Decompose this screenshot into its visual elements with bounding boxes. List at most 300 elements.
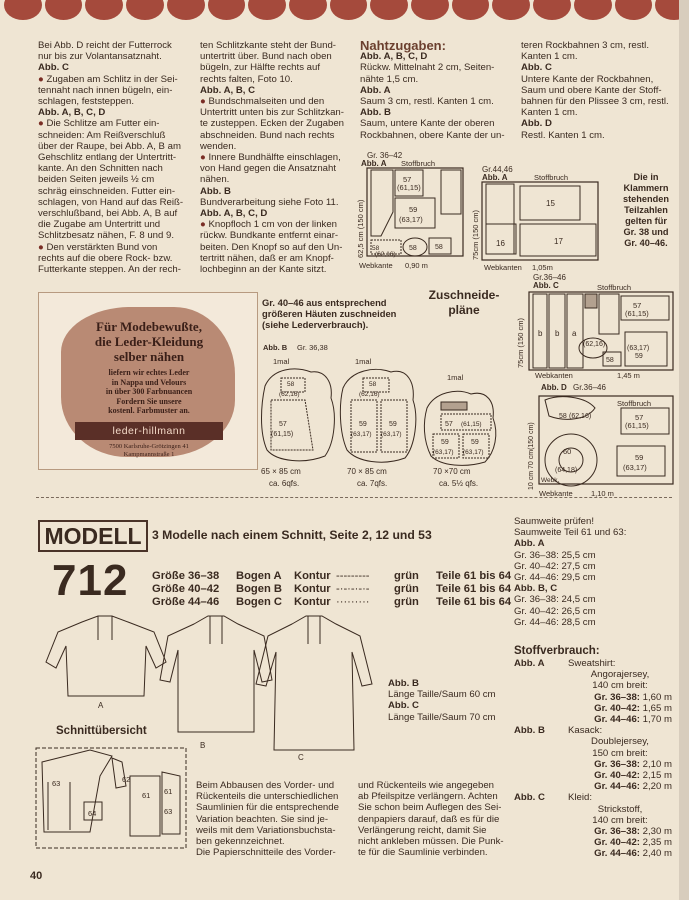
text-line: nähen. <box>200 174 230 186</box>
subheading: Abb. A, B, C, D <box>200 208 268 220</box>
svg-text:(61,15): (61,15) <box>461 421 482 428</box>
sweatshirt-a <box>46 616 166 710</box>
ad-title <box>69 319 229 364</box>
stoffverbrauch-group <box>514 792 676 859</box>
size-line: --------- <box>336 570 370 582</box>
stoff-size: Gr. 44–46: <box>594 714 643 726</box>
text-line: bügeln, zur Hälfte rechts auf <box>200 62 320 74</box>
svg-text:(63,17): (63,17) <box>627 345 650 352</box>
text-line: rückw. Bundkante entfernt einar- <box>200 230 339 242</box>
cutting-plan-abb-c <box>505 272 675 382</box>
text-line: Saumweite Teil 61 und 63: <box>514 527 627 539</box>
decorative-dot <box>208 0 246 20</box>
text-line: untertritt über. Bund nach oben <box>200 51 332 63</box>
text-line: Rückenteils die unterschiedlichen <box>196 791 339 803</box>
subheading: Abb. C <box>38 62 69 74</box>
plan-a2-part-15: 15 <box>546 199 555 208</box>
text-line: Rückw. Mittelnaht 2 cm, Seiten- <box>360 62 495 74</box>
hide1-size: Gr. 36,38 <box>297 343 328 352</box>
stoffverbrauch-heading: Stoffverbrauch: <box>514 645 600 657</box>
saumweite-section <box>514 516 674 628</box>
stoff-size-row <box>568 692 672 703</box>
size-teile: Teile 61 bis 64 <box>436 583 512 595</box>
bullet-text: Zugaben am Schlitz in der Sei- <box>46 73 178 85</box>
ad-body-line: in über 300 Farbnuancen <box>105 387 193 396</box>
stoffverbrauch-section <box>514 644 676 860</box>
stoffverbrauch-group <box>514 658 676 725</box>
plan-a2-width: 1,05m <box>532 263 553 272</box>
stoffverbrauch-group <box>514 725 676 792</box>
size-kontur: Kontur <box>294 570 331 582</box>
text-line: Verlängerung reicht, damit Sie <box>358 824 487 836</box>
text-line: ab Pfeilspitze verlängern. Achten <box>358 791 498 803</box>
zuschneide-line: Zuschneide- <box>428 288 500 302</box>
subheading: Abb. B <box>388 678 419 689</box>
plan-a-part-58b: 58 <box>409 245 417 252</box>
text-line: Länge Taille/Saum 60 cm <box>388 689 496 701</box>
klammern-line: Teilzahlen <box>624 205 668 215</box>
decorative-dot <box>452 0 490 20</box>
svg-text:(63,17): (63,17) <box>433 449 454 456</box>
text-line: Rockbahnen, obere Kante der un- <box>360 129 505 141</box>
stoff-abb-label: Abb. B <box>514 725 545 737</box>
plan-a-webkante: Webkante <box>359 261 393 270</box>
zuschneide-heading <box>424 288 504 318</box>
svg-text:(63,17): (63,17) <box>463 449 484 456</box>
figure-label-b: B <box>200 741 206 750</box>
text-line: Variation beachten. Sie sind je- <box>196 813 329 825</box>
text-line: über der Raupe, bei Abb. A, B am <box>38 140 181 152</box>
plan-c-webkanten: Webkanten <box>535 371 573 380</box>
svg-text:59: 59 <box>389 421 397 428</box>
stoff-desc: 140 cm breit: <box>592 814 648 826</box>
stoff-amount: 1,70 m <box>642 714 672 726</box>
leder-hillmann-advertisement <box>38 292 258 470</box>
size-color: grün <box>394 570 419 582</box>
subheading: Abb. A, B, C <box>200 84 256 96</box>
text-line: Bundverarbeitung siehe Foto 11. <box>200 196 339 208</box>
klammern-line: Die in <box>633 172 659 182</box>
nahtzugaben-heading: Nahtzugaben: <box>360 38 446 53</box>
svg-text:a: a <box>572 329 577 338</box>
ad-body-line: liefern wir echtes Leder <box>108 368 190 377</box>
klammern-line: stehenden <box>623 194 669 204</box>
hide2-qty: ca. 7qfs. <box>357 479 388 488</box>
decorative-dot <box>126 0 164 20</box>
text-line: Gr. 36–38: 25,5 cm <box>514 549 596 561</box>
hide1-label: Abb. B <box>263 343 288 352</box>
leather-note-line: (siehe Lederverbrauch). <box>262 319 369 331</box>
text-line: Saumweite prüfen! <box>514 516 594 527</box>
plan-a2-label: Abb. A <box>482 173 508 182</box>
subheading: Abb. A <box>514 538 545 550</box>
decorative-dot <box>85 0 123 20</box>
decorative-dot <box>370 0 408 20</box>
subheading: Abb. B, C <box>514 583 558 595</box>
decorative-dot <box>330 0 368 20</box>
svg-text:b: b <box>538 329 543 338</box>
text-line: rechts falten, Foto 10. <box>200 73 293 85</box>
text-line: te für die Saumlinie verbinden. <box>358 847 488 859</box>
klammern-line: Klammern <box>623 183 669 193</box>
ad-body-line: Fordern Sie unsere <box>116 396 182 406</box>
text-line: rechts auf die obere Rock- bzw. <box>38 252 173 264</box>
hide3-count: 1mal <box>447 373 464 382</box>
plan-c-width: 1,45 m <box>617 371 640 380</box>
text-line: schlagen, von Hand auf das Reiß- <box>38 196 184 208</box>
size-line: -·-·-·-·- <box>336 583 370 595</box>
stoff-amount: 2,20 m <box>642 781 672 793</box>
svg-text:59: 59 <box>441 439 449 446</box>
svg-text:59: 59 <box>471 439 479 446</box>
size-table <box>152 570 536 609</box>
text-line: schräg einschneiden. Futter ein- <box>38 185 176 197</box>
verlaengern-text <box>358 780 514 858</box>
text-line: Untertritt unten bis zur Schlitzkan- <box>200 107 344 119</box>
plan-c-label: Abb. C <box>533 281 559 290</box>
schnittuebersicht-heading: Schnittübersicht <box>56 725 147 737</box>
plan-d-webkante: Webkante <box>539 489 573 498</box>
plan-c-stoffbruch: Stoffbruch <box>597 283 632 292</box>
svg-text:63: 63 <box>164 807 173 816</box>
plan-d-size: Gr.36–46 <box>573 383 606 392</box>
plan-a2-size: Gr.44,46 <box>482 165 513 174</box>
hide2-count: 1mal <box>355 357 372 366</box>
stoff-abb-label: Abb. A <box>514 658 545 669</box>
plan-a-label: Abb. A <box>361 159 387 168</box>
size-line: ········· <box>336 596 370 608</box>
bullet-text: Knopfloch 1 cm von der linken <box>208 219 337 231</box>
text-line: Futterkante steppen. An der rech- <box>38 264 181 276</box>
stoff-size: Gr. 44–46: <box>594 848 643 860</box>
stoff-amount: 2,40 m <box>642 848 672 860</box>
bullet-icon: ● <box>38 118 47 130</box>
size-kontur: Kontur <box>294 583 331 595</box>
stoff-desc: Doublejersey, <box>591 736 649 748</box>
subheading: Abb. D <box>521 118 552 130</box>
plan-d-height: 10 cm 70 cm(150 cm) <box>528 422 535 490</box>
stoff-desc: Kleid: <box>568 792 592 804</box>
klammern-line: gelten für <box>625 216 667 226</box>
decorative-dot <box>4 0 42 20</box>
size-row <box>152 596 536 609</box>
instructions-column-4 <box>521 40 671 141</box>
bullet-line <box>38 242 198 253</box>
text-line: und Rückenteils wie angegeben <box>358 780 495 791</box>
text-line: wenden. <box>200 140 237 152</box>
svg-text:(61,15): (61,15) <box>625 309 649 318</box>
size-bogen: Bogen B <box>236 583 282 595</box>
decorative-dot <box>615 0 653 20</box>
svg-text:57: 57 <box>633 301 642 310</box>
plan-c-size: Gr.36–46 <box>533 273 566 282</box>
stoff-size-row <box>568 826 672 837</box>
stoff-desc: 150 cm breit: <box>592 747 648 759</box>
stoff-amount: 2,15 m <box>642 770 672 782</box>
bullet-text: Bundschmalseiten und den <box>208 96 325 108</box>
stoff-amount: 2,10 m <box>642 758 672 770</box>
text-line: nur bis zur Volantansatznaht. <box>38 51 162 63</box>
size-teile: Teile 61 bis 64 <box>436 596 512 608</box>
hide1-qty: ca. 6qfs. <box>269 479 300 488</box>
decorative-dot <box>45 0 83 20</box>
klammern-note <box>617 172 675 249</box>
bullet-icon: ● <box>200 152 209 164</box>
svg-text:(61,15): (61,15) <box>271 431 294 438</box>
stoff-amount: 1,60 m <box>642 691 672 703</box>
text-line: Saum, untere Kante der oberen <box>360 118 495 130</box>
stoff-size: Gr. 36–38: <box>594 758 643 770</box>
svg-text:61: 61 <box>164 787 173 796</box>
decorative-dot <box>492 0 530 20</box>
garment-sketches <box>42 610 382 760</box>
text-line: Gehschlitz entlang der Untertritt- <box>38 152 177 164</box>
svg-text:59: 59 <box>635 453 644 462</box>
svg-text:63: 63 <box>52 779 61 788</box>
hide-3 <box>424 373 495 488</box>
stoff-size-row <box>568 781 672 792</box>
size-bogen: Bogen A <box>236 570 282 582</box>
bullet-text: Die Schlitze am Futter ein- <box>46 118 160 130</box>
bullet-line <box>200 96 358 107</box>
text-line: nähte 1,5 cm. <box>360 73 419 85</box>
ad-body <box>69 368 229 416</box>
svg-text:58: 58 <box>606 357 614 364</box>
plan-a-part-63: (63,17) <box>399 215 423 224</box>
svg-text:59: 59 <box>635 353 643 360</box>
text-line: von Hand gegen die Ansatznaht <box>200 163 337 175</box>
plan-c-height: 75cm (150 cm) <box>516 317 525 368</box>
text-line: die Zugabe am Untertritt und <box>38 219 161 231</box>
stoff-size-row <box>568 848 672 859</box>
top-dot-border <box>0 0 689 22</box>
size-teile: Teile 61 bis 64 <box>436 570 512 582</box>
hide3-dims: 70 ×70 cm <box>433 467 471 476</box>
text-line: Gr. 44–46: 28,5 cm <box>514 616 596 628</box>
stoff-size-row <box>568 837 672 848</box>
kleid-c <box>256 616 372 762</box>
bullet-icon: ● <box>38 73 47 85</box>
ad-title-line: Für Modebewußte, <box>96 319 202 334</box>
plan-d-width: 1,10 m <box>591 489 614 498</box>
stoff-size: Gr. 36–38: <box>594 826 643 838</box>
size-gr: Größe 36–38 <box>152 570 220 582</box>
plan-a-stoffbruch: Stoffbruch <box>401 159 436 168</box>
hide1-count: 1mal <box>273 357 290 366</box>
bullet-icon: ● <box>200 219 209 231</box>
text-line: teren Rockbahnen 3 cm, restl. <box>521 40 649 51</box>
ad-address-line: 7500 Karlsruhe-Grötzingen 41 <box>109 442 189 450</box>
text-line: ten Schlitzkante steht der Bund- <box>200 40 336 51</box>
text-line: schneiden: Am Reißverschluß <box>38 129 166 141</box>
svg-text:57: 57 <box>279 421 287 428</box>
text-line: verschlußband, bei Abb. A, B auf <box>38 208 178 220</box>
hide1-dims: 65 × 85 cm <box>261 467 301 476</box>
figure-label-a: A <box>98 701 104 710</box>
text-line: ben gekennzeichnet. <box>196 836 285 848</box>
size-row <box>152 583 536 596</box>
subheading: Abb. C <box>388 700 419 712</box>
hide2-dims: 70 × 85 cm <box>347 467 387 476</box>
stoff-abb-label: Abb. C <box>514 792 545 804</box>
figure-label-c: C <box>298 753 304 762</box>
stoff-size: Gr. 40–42: <box>594 702 643 714</box>
leather-hides-diagrams <box>255 342 505 492</box>
stoff-amount: 2,35 m <box>642 837 672 849</box>
ad-title-line: selber nähen <box>113 349 185 364</box>
bullet-line <box>38 74 198 85</box>
text-line: Gr. 44–46: 29,5 cm <box>514 572 596 584</box>
text-line: bahnen für den Plissee 3 cm, restl. <box>521 96 669 108</box>
text-line: tennaht nach innen bügeln, ein- <box>38 84 173 96</box>
svg-text:58: 58 <box>559 413 567 420</box>
svg-text:61: 61 <box>142 791 151 800</box>
svg-text:58: 58 <box>369 381 377 388</box>
svg-text:60: 60 <box>563 447 572 456</box>
text-line: beiden Seiten jeweils ½ cm <box>38 174 155 186</box>
size-kontur: Kontur <box>294 596 331 608</box>
bullet-line <box>38 118 198 129</box>
hide-2 <box>340 357 415 488</box>
text-line: Schlitzbesatz nähen, F. 8 und 9. <box>38 230 174 242</box>
svg-text:57: 57 <box>635 413 644 422</box>
stoff-size-row <box>568 703 672 714</box>
plan-a2-part-16: 16 <box>496 239 505 248</box>
bullet-text: Den verstärkten Bund von <box>46 241 158 253</box>
size-color: grün <box>394 596 419 608</box>
svg-text:57: 57 <box>445 421 453 428</box>
stoff-desc: 140 cm breit: <box>592 680 648 692</box>
svg-text:(62,16): (62,16) <box>359 391 380 398</box>
page-number: 40 <box>30 870 43 882</box>
plan-a-size: Gr. 36–42 <box>367 151 403 160</box>
svg-text:(64,18): (64,18) <box>555 467 578 474</box>
laengen-info <box>388 678 518 723</box>
stoff-desc: Kasack: <box>568 725 603 737</box>
nahtzugaben-section <box>360 40 516 141</box>
text-line: schlagen, feststeppen. <box>38 96 135 108</box>
text-line: Gr. 40–42: 26,5 cm <box>514 605 596 617</box>
plan-a-width: 0,90 m <box>405 261 428 270</box>
abbausen-text <box>196 780 356 858</box>
stoff-amount: 1,65 m <box>642 702 672 714</box>
svg-text:(61,15): (61,15) <box>625 421 649 430</box>
size-row <box>152 570 536 583</box>
size-gr: Größe 44–46 <box>152 596 220 608</box>
text-line: weils mit dem Variationsbuchsta- <box>196 824 336 836</box>
text-line: Beim Abbausen des Vorder- und <box>196 780 335 791</box>
decorative-dot <box>248 0 286 20</box>
bullet-text: Innere Bundhälfte einschlagen, <box>208 152 341 164</box>
hide3-qty: ca. 5½ qfs. <box>439 479 479 488</box>
svg-text:(63,17): (63,17) <box>351 431 372 438</box>
bullet-line <box>200 219 358 230</box>
plan-a-height: 62,5 cm (150 cm) <box>356 199 365 258</box>
text-line: Gr. 40–42: 27,5 cm <box>514 560 596 572</box>
svg-text:(62,16): (62,16) <box>583 341 606 348</box>
subheading: Abb. B <box>200 185 231 197</box>
stoff-size-row <box>568 714 672 725</box>
stoff-size: Gr. 40–42: <box>594 837 643 849</box>
modell-number: 712 <box>52 556 129 605</box>
instructions-column-1 <box>38 40 198 275</box>
zuschneide-line: pläne <box>448 303 480 317</box>
stoff-desc: Sweatshirt: <box>568 658 616 669</box>
decorative-dot <box>574 0 612 20</box>
ad-title-line: die Leder-Kleidung <box>94 334 204 349</box>
text-line: Länge Taille/Saum 70 cm <box>388 711 496 723</box>
text-line: denpapiers darauf, daß es für die <box>358 813 500 825</box>
cutting-plan-abb-a-44-46 <box>470 166 600 276</box>
text-line: Untere Kante der Rockbahnen, <box>521 73 654 85</box>
svg-text:(62,16): (62,16) <box>569 413 592 420</box>
ad-body-line: kostenl. Farbmuster an. <box>108 406 190 415</box>
section-separator <box>36 497 672 498</box>
leather-note <box>262 297 422 331</box>
klammern-line: Gr. 40–46. <box>624 238 668 248</box>
size-color: grün <box>394 583 419 595</box>
ad-body-line: in Nappa und Velours <box>111 377 187 387</box>
plan-d-label: Abb. D <box>541 383 567 392</box>
text-line: Saumlinien für die entsprechende <box>196 802 339 814</box>
bullet-icon: ● <box>200 96 209 108</box>
svg-text:64: 64 <box>88 809 97 818</box>
ad-address-line: Kampmannstraße 1 <box>123 450 175 458</box>
text-line: Saum 3 cm, restl. Kanten 1 cm. <box>360 96 494 108</box>
hide-1 <box>261 343 334 488</box>
stoff-size: Gr. 44–46: <box>594 781 643 793</box>
text-line: Kanten 1 cm. <box>521 107 578 119</box>
svg-text:(63,17): (63,17) <box>381 431 402 438</box>
subheading: Abb. A, B, C, D <box>38 107 106 119</box>
svg-text:59: 59 <box>359 421 367 428</box>
stoff-size: Gr. 40–42: <box>594 770 643 782</box>
text-line: te zusteppen. Ecken der Zugaben <box>200 118 345 130</box>
stoff-desc: Strickstoff, <box>597 803 643 815</box>
plan-a-part-57: 57 <box>403 175 412 184</box>
plan-a-part-59: 59 <box>409 205 418 214</box>
text-line: kante. An den Schnitten nach <box>38 163 163 175</box>
instructions-column-2 <box>200 40 358 275</box>
ad-logo: leder-hillmann <box>75 422 223 440</box>
klammern-line: Gr. 38 und <box>623 227 669 237</box>
text-line: Kanten 1 cm. <box>521 51 578 63</box>
pattern-overview <box>30 742 190 852</box>
svg-text:(63,17): (63,17) <box>623 463 647 472</box>
text-line: Bei Abb. D reicht der Futterrock <box>38 40 172 51</box>
plan-a-part-62: (62,16) <box>375 251 396 258</box>
kasack-b <box>160 616 272 750</box>
plan-a-part-61: (61,15) <box>397 183 421 192</box>
subheading: Abb. B <box>360 107 391 119</box>
bullet-line <box>200 152 358 163</box>
decorative-dot <box>289 0 327 20</box>
subheading: Abb. A, B, C, D <box>360 51 428 63</box>
subheading: Abb. A <box>360 84 391 96</box>
text-line: Die Papierschnitteile des Vorder- <box>196 847 336 859</box>
text-line: beiten. Den Knopf so auf den Un- <box>200 241 343 253</box>
bullet-icon: ● <box>38 241 47 253</box>
stoff-amount: 2,30 m <box>642 826 672 838</box>
decorative-dot <box>167 0 205 20</box>
plan-a2-part-17: 17 <box>554 237 563 246</box>
size-gr: Größe 40–42 <box>152 583 220 595</box>
subheading: Abb. C <box>521 62 552 74</box>
text-line: Gr. 36–38: 24,5 cm <box>514 594 596 606</box>
text-line: tertritt nähen, daß er am Knopf- <box>200 252 334 264</box>
leather-note-line: größeren Häuten zuschneiden <box>262 308 397 320</box>
text-line: Sie schon beim Auflegen des Sei- <box>358 802 502 814</box>
